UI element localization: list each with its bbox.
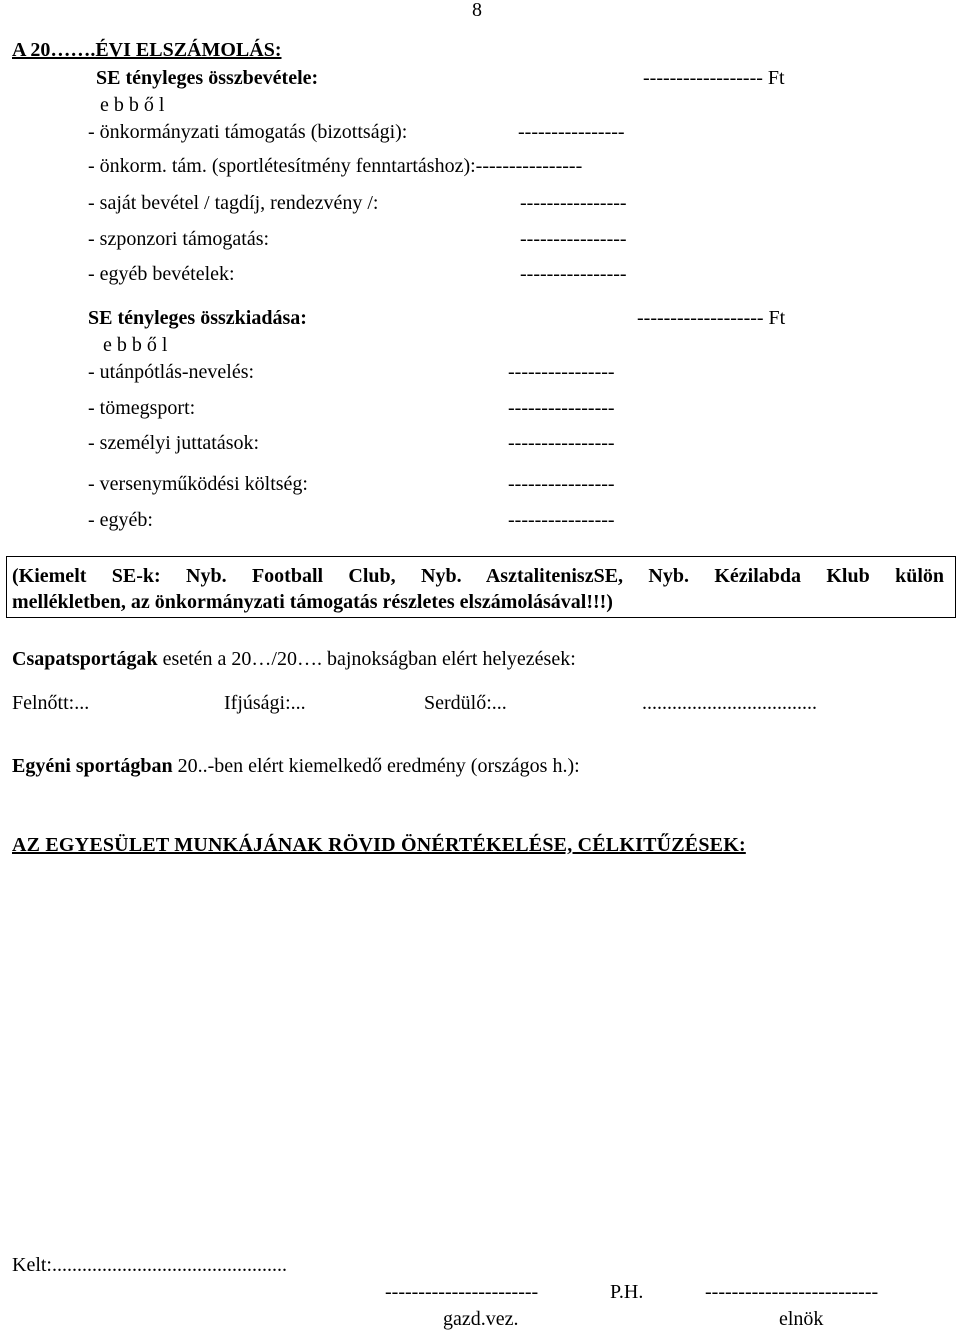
signature-line-right: -------------------------- xyxy=(705,1281,879,1303)
expense-item-value: ---------------- xyxy=(508,473,615,495)
other-placement: ................................... xyxy=(642,692,817,714)
expense-item-label: - versenyműködési költség: xyxy=(88,473,308,495)
expense-total-value: ------------------- Ft xyxy=(637,307,786,329)
income-ebbol: e b b ő l xyxy=(100,94,165,116)
income-item-value: ---------------- xyxy=(520,228,627,250)
date-line: Kelt:............................................... xyxy=(12,1254,287,1276)
note-box-line-1: (Kiemelt SE-k: Nyb. Football Club, Nyb. AsztaliteniszSE, Nyb. Kézilabda Klub külön xyxy=(12,565,944,587)
team-sports-line: Csapatsportágak esetén a 20…/20…. bajnokságban elért helyezések: xyxy=(12,648,576,670)
expense-item-label: - egyéb: xyxy=(88,509,153,531)
income-total-value: ------------------ Ft xyxy=(643,67,785,89)
signature-role-right: elnök xyxy=(779,1308,824,1330)
expense-item-value: ---------------- xyxy=(508,397,615,419)
expense-item-value: ---------------- xyxy=(508,432,615,454)
page-number: 8 xyxy=(472,0,482,21)
signature-line-left: ----------------------- xyxy=(385,1281,539,1303)
income-item-value: ---------------- xyxy=(475,155,583,177)
signature-role-left: gazd.vez. xyxy=(443,1308,519,1330)
stamp-label: P.H. xyxy=(610,1281,644,1303)
expense-ebbol: e b b ő l xyxy=(103,334,168,356)
expense-item-value: ---------------- xyxy=(508,361,615,383)
expense-item-label: - utánpótlás-nevelés: xyxy=(88,361,255,383)
income-item-label: - szponzori támogatás: xyxy=(88,228,270,250)
expense-item-label: - személyi juttatások: xyxy=(88,432,260,454)
income-item-label: - önkormányzati támogatás (bizottsági): xyxy=(88,121,408,143)
income-item-label: - egyéb bevételek: xyxy=(88,263,235,285)
income-item-value: ---------------- xyxy=(520,192,627,214)
expense-heading: SE tényleges összkiadása: xyxy=(88,307,307,329)
youth-placement: Ifjúsági:... xyxy=(224,692,306,714)
individual-sports-line: Egyéni sportágban 20..-ben elért kiemelkedő eredmény (országos h.): xyxy=(12,755,580,777)
income-item-value: ---------------- xyxy=(518,121,625,143)
income-item-value: ---------------- xyxy=(520,263,627,285)
income-item-label: - saját bevétel / tagdíj, rendezvény /: xyxy=(88,192,379,214)
junior-placement: Serdülő:... xyxy=(424,692,507,714)
expense-item-label: - tömegsport: xyxy=(88,397,196,419)
income-heading: SE tényleges összbevétele: xyxy=(96,67,319,89)
adult-placement: Felnőtt:... xyxy=(12,692,90,714)
expense-item-value: ---------------- xyxy=(508,509,615,531)
header-title: A 20…….ÉVI ELSZÁMOLÁS: xyxy=(12,39,282,61)
income-item-label: - önkorm. tám. (sportlétesítmény fenntartáshoz):---------------- xyxy=(88,155,583,177)
self-eval-heading: AZ EGYESÜLET MUNKÁJÁNAK RÖVID ÖNÉRTÉKELÉSE, CÉLKITŰZÉSEK: xyxy=(12,834,746,856)
note-box-line-2: mellékletben, az önkormányzati támogatás részletes elszámolásával!!!) xyxy=(12,591,613,613)
